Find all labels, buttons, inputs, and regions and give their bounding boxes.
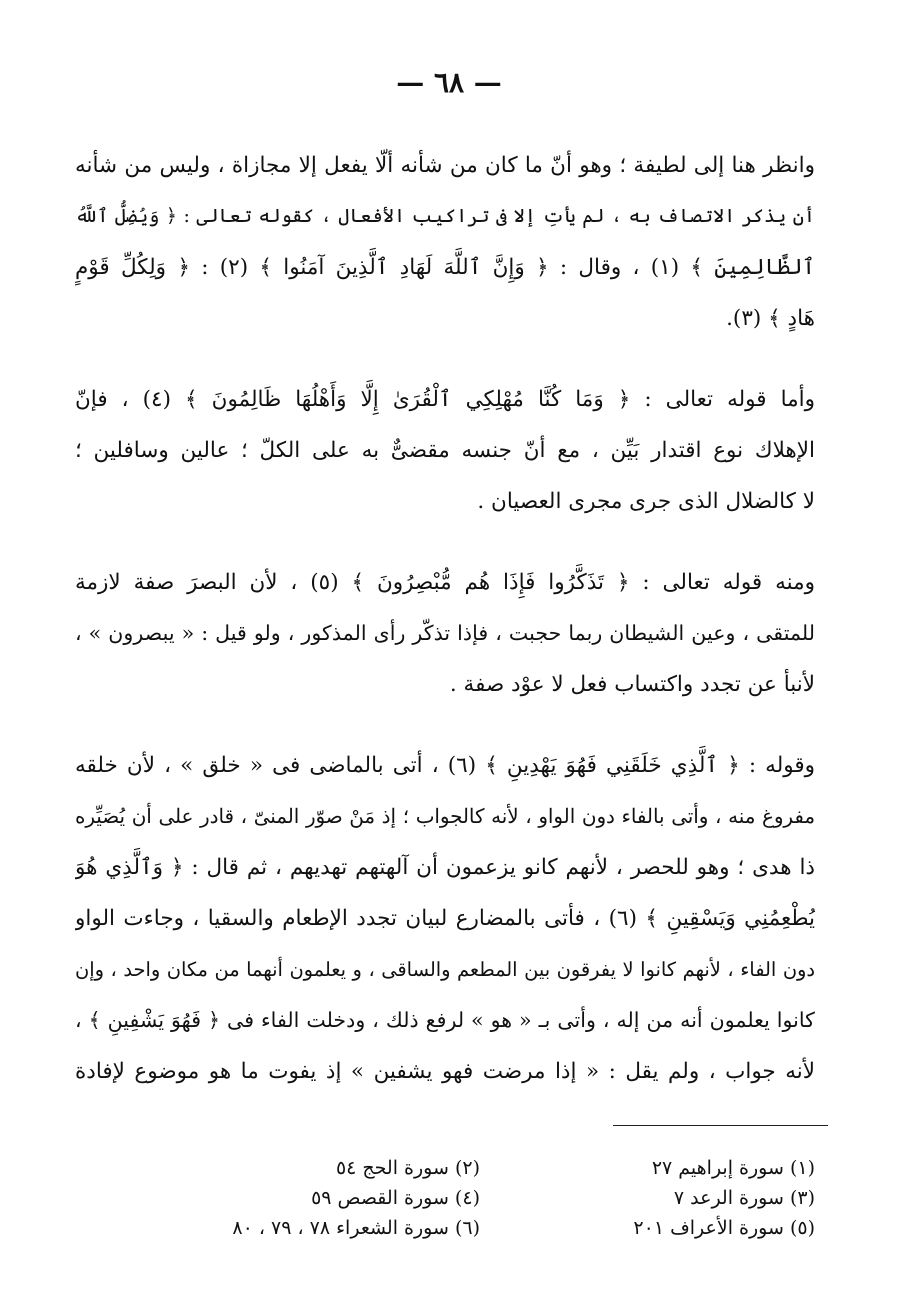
text-line: الإهلاك نوع اقتدار بَيِّن ، مع أنّ جنسه مقضىٌّ به على الكلّ ؛ عالين وسافلين ؛	[75, 438, 815, 463]
footnote-4: (٤) سورة القصص ٥٩	[311, 1187, 480, 1209]
text-line: ٱلظَّالِمِينَ ﴾ (١) ، وقال : ﴿ وَإِنَّ ٱللَّهَ لَهَادِ ٱلَّذِينَ آمَنُوا ﴾ (٢) : ﴿ وَلِكُلِّ قَوْمٍ	[75, 255, 815, 280]
text-line: وأما قوله تعالى : ﴿ وَمَا كُنَّا مُهْلِكِي ٱلْقُرَىٰ إِلَّا وَأَهْلُهَا ظَالِمُونَ ﴾ (٤) ، فإنّ	[75, 387, 815, 412]
text-line: لا كالضلال الذى جرى مجرى العصيان .	[477, 489, 815, 514]
text-line: مفروغ منه ، وأتى بالفاء دون الواو ، لأنه كالجواب ؛ إذ مَنْ صوّر المنىّ ، قادر على أن يُصَيِّره	[75, 805, 815, 828]
paragraph-1	[75, 140, 815, 344]
footnote-1: (١) سورة إبراهيم ٢٧	[651, 1157, 815, 1179]
text-line: كانوا يعلمون أنه من إله ، وأتى بـ « هو » لرفع ذلك ، ودخلت الفاء فى ﴿ فَهُوَ يَشْفِينِ ﴾ ،	[75, 1008, 815, 1032]
text-line: لأنبأ عن تجدد واكتساب فعل لا عوْد صفة .	[449, 672, 815, 697]
paragraph-3	[75, 557, 815, 710]
text-line: دون الفاء ، لأنهم كانوا لا يفرقون بين المطعم والساقى ، و يعلمون أنهما من مكان واحد ، وإن	[75, 958, 815, 981]
text-line: وانظر هنا إلى لطيفة ؛ وهو أنّ ما كان من شأنه ألّا يفعل إلا مجازاة ، وليس من شأنه	[75, 153, 815, 178]
footnote-row	[75, 1213, 815, 1243]
text-line: ومنه قوله تعالى : ﴿ تَذَكَّرُوا فَإِذَا هُم مُّبْصِرُونَ ﴾ (٥) ، لأن البصرَ صفة لازمة	[75, 570, 815, 595]
paragraph-2	[75, 374, 815, 527]
text-line: أن يذكر الاتصاف به ، لم يأتِ إلا فى تراكيب الأفعال ، كقوله تعالى : ﴿ وَيُضِلُّ ٱللَّهُ	[75, 205, 815, 227]
text-line: للمتقى ، وعين الشيطان ربما حجبت ، فإذا تذكّر رأى المذكور ، ولو قيل : « يبصرون » ،	[75, 621, 815, 645]
text-line: يُطْعِمُنِي وَيَسْقِينِ ﴾ (٦) ، فأتى بالمضارع لبيان تجدد الإطعام والسقيا ، وجاءت الواو	[75, 906, 815, 931]
footnotes	[75, 1153, 815, 1243]
paragraph-4	[75, 740, 815, 1097]
text-line: هَادٍ ﴾ (٣).	[726, 306, 815, 331]
footnote-row	[75, 1183, 815, 1213]
footnote-2: (٢) سورة الحج ٥٤	[335, 1157, 480, 1179]
page-number: — ٦٨ —	[396, 66, 502, 99]
footnote-6: (٦) سورة الشعراء ٧٨ ، ٧٩ ، ٨٠	[232, 1217, 480, 1239]
footnote-3: (٣) سورة الرعد ٧	[673, 1187, 815, 1209]
body-text	[75, 140, 815, 1127]
footnote-separator	[613, 1125, 828, 1126]
footnote-5: (٥) سورة الأعراف ٢٠١	[633, 1217, 815, 1239]
footnote-row	[75, 1153, 815, 1183]
text-line: وقوله : ﴿ ٱلَّذِي خَلَقَنِي فَهُوَ يَهْدِينِ ﴾ (٦) ، أتى بالماضى فى « خلق » ، لأن خلقه	[75, 753, 815, 778]
text-line: لأنه جواب ، ولم يقل : « إذا مرضت فهو يشفين » إذ يفوت ما هو موضوع لإفادة	[75, 1059, 815, 1084]
text-line: ذا هدى ؛ وهو للحصر ، لأنهم كانو يزعمون أن آلهتهم تهديهم ، ثم قال : ﴿ وَٱلَّذِي هُوَ	[75, 855, 815, 880]
